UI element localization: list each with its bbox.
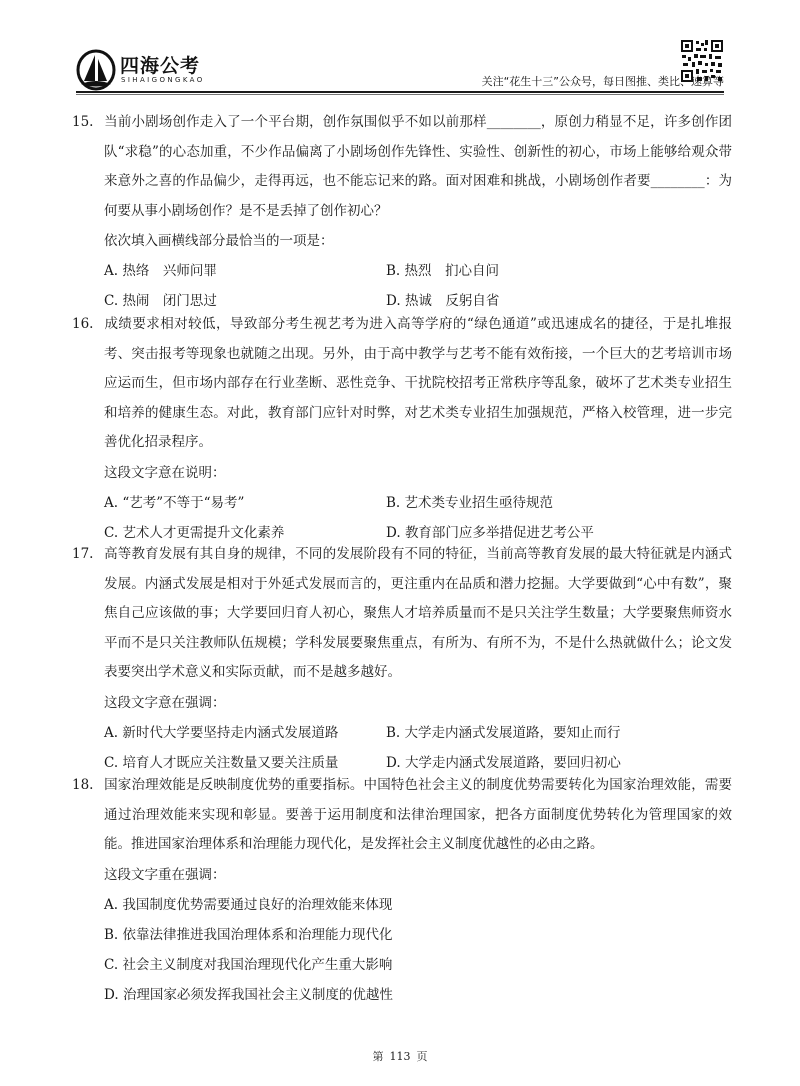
page-footer bbox=[0, 1048, 800, 1064]
question-17 bbox=[72, 540, 732, 778]
option-list bbox=[72, 256, 732, 316]
option-a: A. 新时代大学要坚持走内涵式发展道路 bbox=[104, 724, 339, 741]
page-header bbox=[0, 0, 800, 100]
option-list bbox=[72, 890, 732, 1010]
header-slogan: 关注“花生十三”公众号，每日图推、类比、速算等 bbox=[481, 75, 724, 88]
brand-name: 四海公考 bbox=[120, 55, 201, 77]
option-c: C. 社会主义制度对我国治理现代化产生重大影响 bbox=[104, 956, 393, 973]
option-d: D. 大学走内涵式发展道路，要回归初心 bbox=[386, 754, 621, 771]
option-b: B. 艺术类专业招生亟待规范 bbox=[386, 494, 554, 511]
option-d: D. 治理国家必须发挥我国社会主义制度的优越性 bbox=[104, 986, 393, 1003]
question-16 bbox=[72, 310, 732, 548]
question-text: 高等教育发展有其自身的规律，不同的发展阶段有不同的特征，当前高等教育发展的最大特征就是内涵式发展。内涵式发展是相对于外延式发展而言的，更注重内在品质和潜力挖掘。大学要做到“心中有数”，聚焦自己应该做的事；大学要回归育人初心，聚焦人才培养质量而不是只关注学生数量；大学要聚焦师资水平而不是只关注教师队伍规模；学科发展要聚焦重点，有所为、有所不为，不是什么热就做什么；论文发表要突出学术意义和实际贡献，而不是越多越好。 bbox=[104, 546, 732, 680]
question-prompt: 这段文字重在强调： bbox=[104, 866, 226, 883]
option-a: A. 热络 兴师问罪 bbox=[104, 263, 217, 279]
option-list bbox=[72, 718, 732, 778]
question-prompt: 这段文字意在强调： bbox=[104, 694, 226, 711]
question-number: 16. bbox=[72, 316, 94, 332]
question-stem bbox=[72, 771, 732, 860]
header-rule-thin bbox=[76, 94, 724, 95]
question-stem bbox=[72, 310, 732, 458]
question-prompt: 依次填入画横线部分最恰当的一项是： bbox=[104, 233, 334, 249]
option-c: C. 培育人才既应关注数量又要关注质量 bbox=[104, 754, 339, 771]
page-prefix: 第 bbox=[372, 1050, 384, 1063]
page-number: 113 bbox=[389, 1050, 411, 1063]
question-number: 18. bbox=[72, 777, 94, 793]
question-number: 17. bbox=[72, 546, 94, 562]
question-stem bbox=[72, 108, 732, 226]
option-list bbox=[72, 488, 732, 548]
option-b: B. 热烈 扪心自问 bbox=[386, 263, 500, 279]
question-text: 国家治理效能是反映制度优势的重要指标。中国特色社会主义的制度优势需要转化为国家治理效能，需要通过治理效能来实现和彰显。要善于运用制度和法律治理国家，把各方面制度优势转化为管理国家的效能。推进国家治理体系和治理能力现代化，是发挥社会主义制度优越性的必由之路。 bbox=[104, 777, 732, 852]
option-b: B. 大学走内涵式发展道路，要知止而行 bbox=[386, 724, 621, 741]
brand-pinyin: SIHAIGONGKAO bbox=[121, 76, 205, 84]
page-suffix: 页 bbox=[416, 1050, 428, 1063]
question-prompt: 这段文字意在说明： bbox=[104, 464, 226, 481]
option-d: D. 热诚 反躬自省 bbox=[386, 293, 500, 309]
option-b: B. 依靠法律推进我国治理体系和治理能力现代化 bbox=[104, 926, 393, 943]
option-c: C. 艺术人才更需提升文化素养 bbox=[104, 524, 285, 541]
option-d: D. 教育部门应多举措促进艺考公平 bbox=[386, 524, 594, 541]
question-number: 15. bbox=[72, 114, 94, 130]
question-18 bbox=[72, 771, 732, 1010]
sailboat-logo-icon bbox=[76, 48, 118, 92]
option-c: C. 热闹 闭门思过 bbox=[104, 293, 217, 309]
option-a: A. 我国制度优势需要通过良好的治理效能来体现 bbox=[104, 896, 393, 913]
header-rule bbox=[76, 91, 724, 93]
question-text: 成绩要求相对较低，导致部分考生视艺考为进入高等学府的“绿色通道”或迅速成名的捷径，于是扎堆报考、突击报考等现象也就随之出现。另外，由于高中教学与艺考不能有效衔接，一个巨大的艺考培训市场应运而生，但市场内部存在行业垄断、恶性竞争、干扰院校招考正常秩序等乱象，破坏了艺术类专业招生和培养的健康生态。对此，教育部门应针对时弊，对艺术类专业招生加强规范，严格入校管理，进一步完善优化招录程序。 bbox=[104, 316, 732, 450]
question-text: 当前小剧场创作走入了一个平台期，创作氛围似乎不如以前那样________，原创力稍显不足，许多创作团队“求稳”的心态加重，不少作品偏离了小剧场创作先锋性、实验性、创新性的初心，市场上能够给观众带来意外之喜的作品偏少，走得再远，也不能忘记来的路。面对困难和挑战，小剧场创作者要________：为何要从事小剧场创作？是不是丢掉了创作初心？ bbox=[104, 114, 732, 219]
brand-logo bbox=[76, 48, 246, 94]
option-a: A. “艺考”不等于“易考” bbox=[104, 494, 245, 511]
question-stem bbox=[72, 540, 732, 688]
question-15 bbox=[72, 108, 732, 316]
